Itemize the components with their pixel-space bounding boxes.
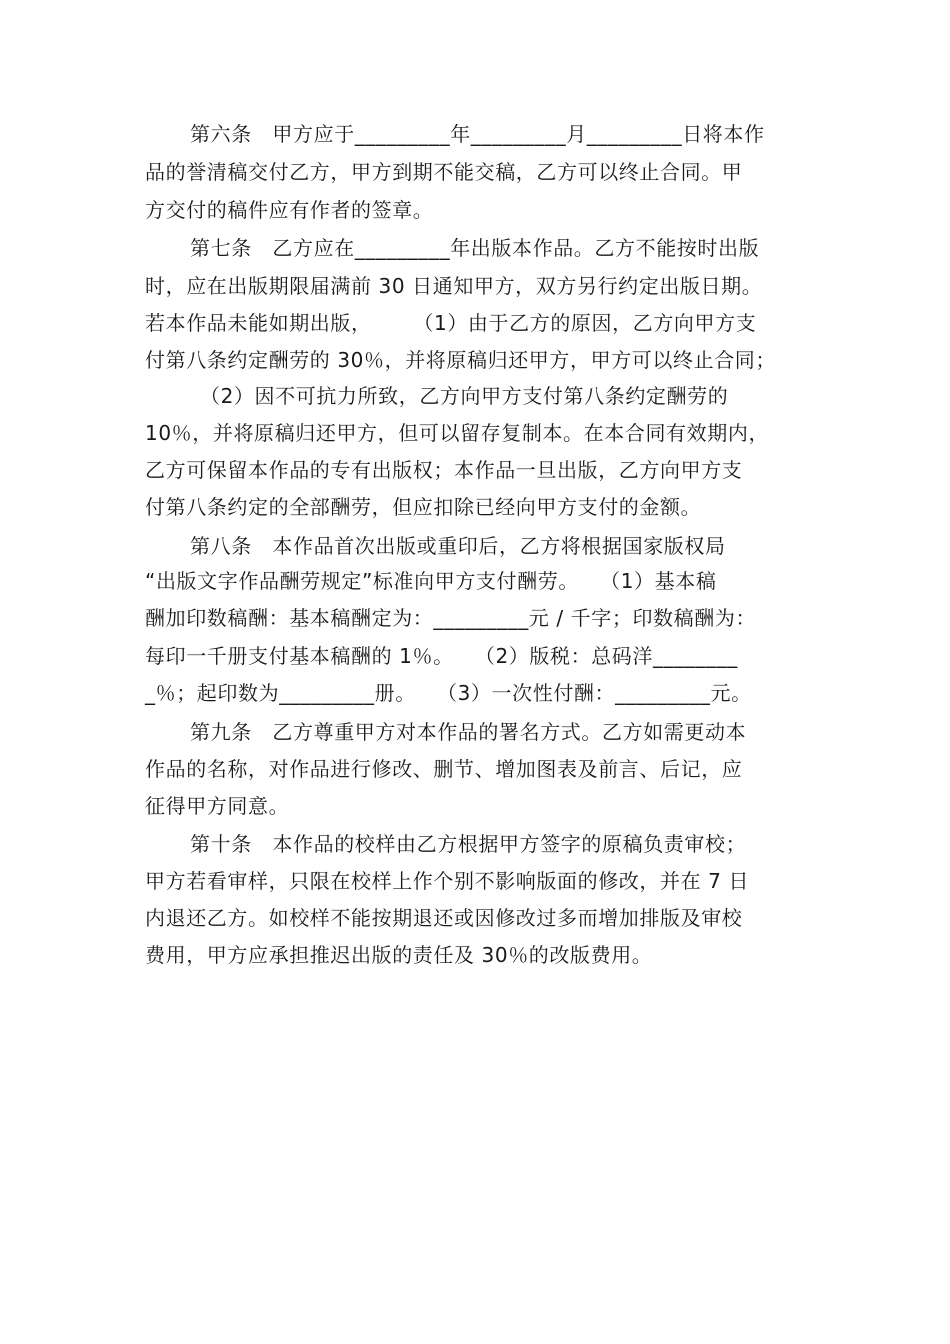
article-7-line-4: 付第八条约定酬劳的 30％，并将原稿归还甲方，甲方可以终止合同；	[145, 348, 777, 372]
article-9-line-2: 作品的名称，对作品进行修改、删节、增加图表及前言、后记，应	[145, 757, 743, 781]
article-7-line-5: （2）因不可抗力所致，乙方向甲方支付第八条约定酬劳的	[200, 384, 729, 408]
article-8-line-5: _％；起印数为_________册。 （3）一次性付酬：_________元。	[145, 681, 752, 705]
article-9-line-1: 第九条 乙方尊重甲方对本作品的署名方式。乙方如需更动本	[190, 720, 747, 744]
article-8-line-2: “出版文字作品酬劳规定”标准向甲方支付酬劳。 （1）基本稿	[145, 569, 717, 593]
article-7-line-3: 若本作品未能如期出版， （1）由于乙方的原因，乙方向甲方支	[145, 311, 757, 335]
article-6-line-2: 品的誉清稿交付乙方，甲方到期不能交稿，乙方可以终止合同。甲	[145, 160, 743, 184]
article-7-line-7: 乙方可保留本作品的专有出版权；本作品一旦出版，乙方向甲方支	[145, 458, 743, 482]
article-7-line-1: 第七条 乙方应在_________年出版本作品。乙方不能按时出版	[190, 236, 760, 260]
article-7-line-8: 付第八条约定的全部酬劳，但应扣除已经向甲方支付的金额。	[145, 495, 702, 519]
article-7-line-2: 时，应在出版期限届满前 30 日通知甲方，双方另行约定出版日期。	[145, 274, 763, 298]
article-7-line-6: 10％，并将原稿归还甲方，但可以留存复制本。在本合同有效期内，	[145, 421, 770, 445]
article-6-line-1: 第六条 甲方应于_________年_________月_________日将本作	[190, 122, 765, 146]
article-10-line-4: 费用，甲方应承担推迟出版的责任及 30％的改版费用。	[145, 943, 653, 967]
article-10-line-1: 第十条 本作品的校样由乙方根据甲方签字的原稿负责审校；	[190, 832, 747, 856]
article-10-line-2: 甲方若看审样，只限在校样上作个别不影响版面的修改，并在 7 日	[145, 869, 750, 893]
article-8-line-1: 第八条 本作品首次出版或重印后，乙方将根据国家版权局	[190, 534, 726, 558]
article-6-line-3: 方交付的稿件应有作者的签章。	[145, 198, 434, 222]
article-10-line-3: 内退还乙方。如校样不能按期退还或因修改过多而增加排版及审校	[145, 906, 743, 930]
article-9-line-3: 征得甲方同意。	[145, 794, 290, 818]
article-8-line-3: 酬加印数稿酬：基本稿酬定为：_________元 / 千字；印数稿酬为：	[145, 606, 757, 630]
article-8-line-4: 每印一千册支付基本稿酬的 1％。 （2）版税：总码洋________	[145, 644, 738, 668]
